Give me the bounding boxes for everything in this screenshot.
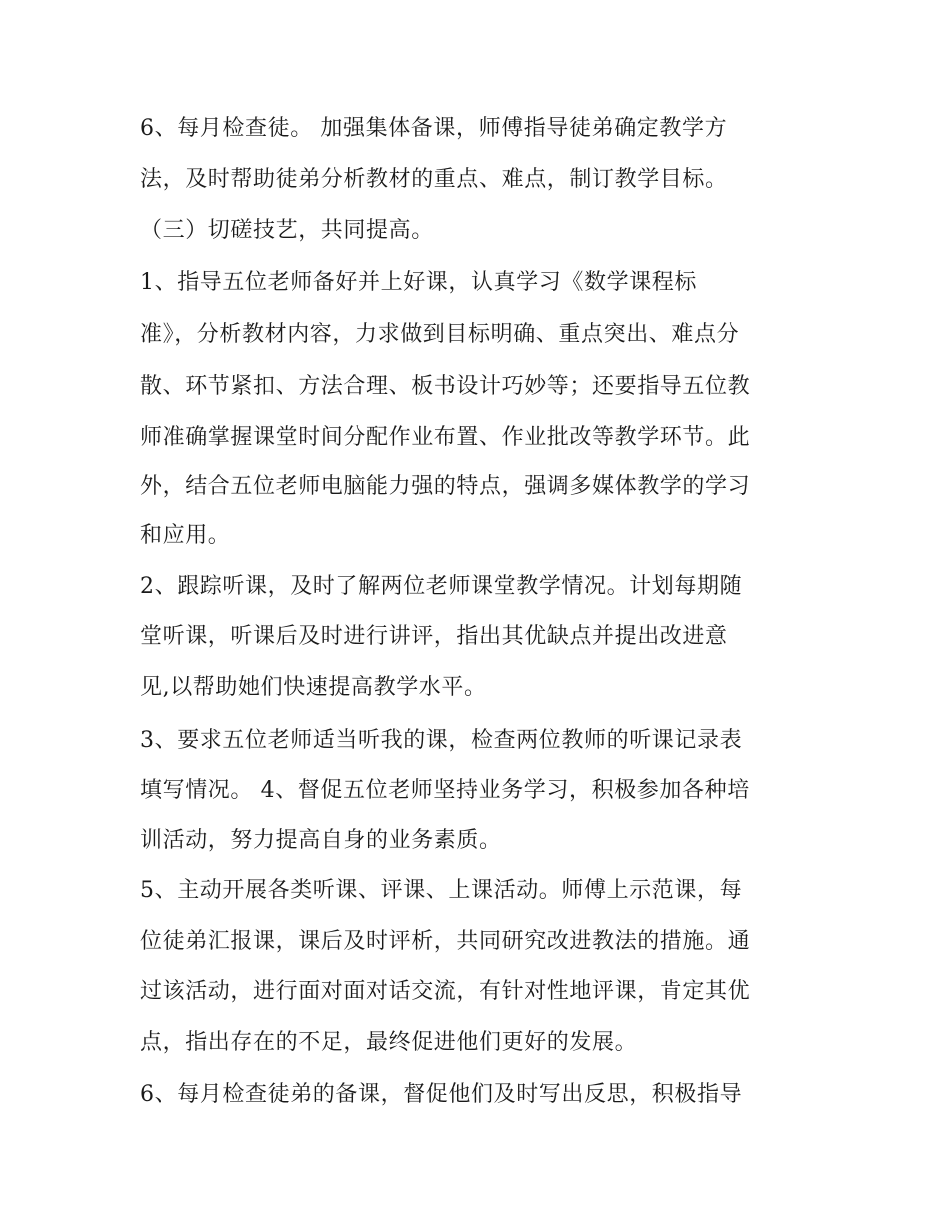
text-line: 2、跟踪听课，及时了解两位老师课堂教学情况。计划每期随 [140,574,743,599]
text-line: 准》，分析教材内容，力求做到目标明确、重点突出、难点分 [140,322,740,347]
text-line: 外，结合五位老师电脑能力强的特点，强调多媒体教学的学习 [140,474,751,499]
text-line: 过该活动，进行面对面对话交流，有针对性地评课，肯定其优 [140,979,751,1004]
text-line: 师准确掌握课堂时间分配作业布置、作业批改等教学环节。此 [140,425,751,450]
text-line: 位徒弟汇报课，课后及时评析，共同研究改进教法的措施。通 [140,929,751,954]
text-line: 6、每月检查徒。 加强集体备课，师傅指导徒弟确定教学方 [140,116,728,141]
text-line: 6、每月检查徒弟的备课，督促他们及时写出反思，积极指导 [140,1082,743,1107]
text-line: 法，及时帮助徒弟分析教材的重点、难点，制订教学目标。 [140,167,728,192]
text-line: 散、环节紧扣、方法合理、板书设计巧妙等；还要指导五位教 [140,374,751,399]
text-line: 训活动，努力提高自身的业务素质。 [140,828,502,853]
text-line: 堂听课，听课后及时进行讲评，指出其优缺点并提出改进意 [140,624,728,649]
text-line: 见,以帮助她们快速提高教学水平。 [140,675,487,700]
text-line: 5、主动开展各类听课、评课、上课活动。师傅上示范课，每 [140,878,743,903]
text-line: 点，指出存在的不足，最终促进他们更好的发展。 [140,1030,638,1055]
text-line: 1、指导五位老师备好并上好课，认真学习《数学课程标 [140,270,697,295]
text-line: 3、要求五位老师适当听我的课，检查两位教师的听课记录表 [140,728,743,753]
text-line: 填写情况。 4、督促五位老师坚持业务学习，积极参加各种培 [140,778,750,803]
text-line: 和应用。 [140,523,231,548]
section-heading: （三）切磋技艺，共同提高。 [140,218,434,243]
